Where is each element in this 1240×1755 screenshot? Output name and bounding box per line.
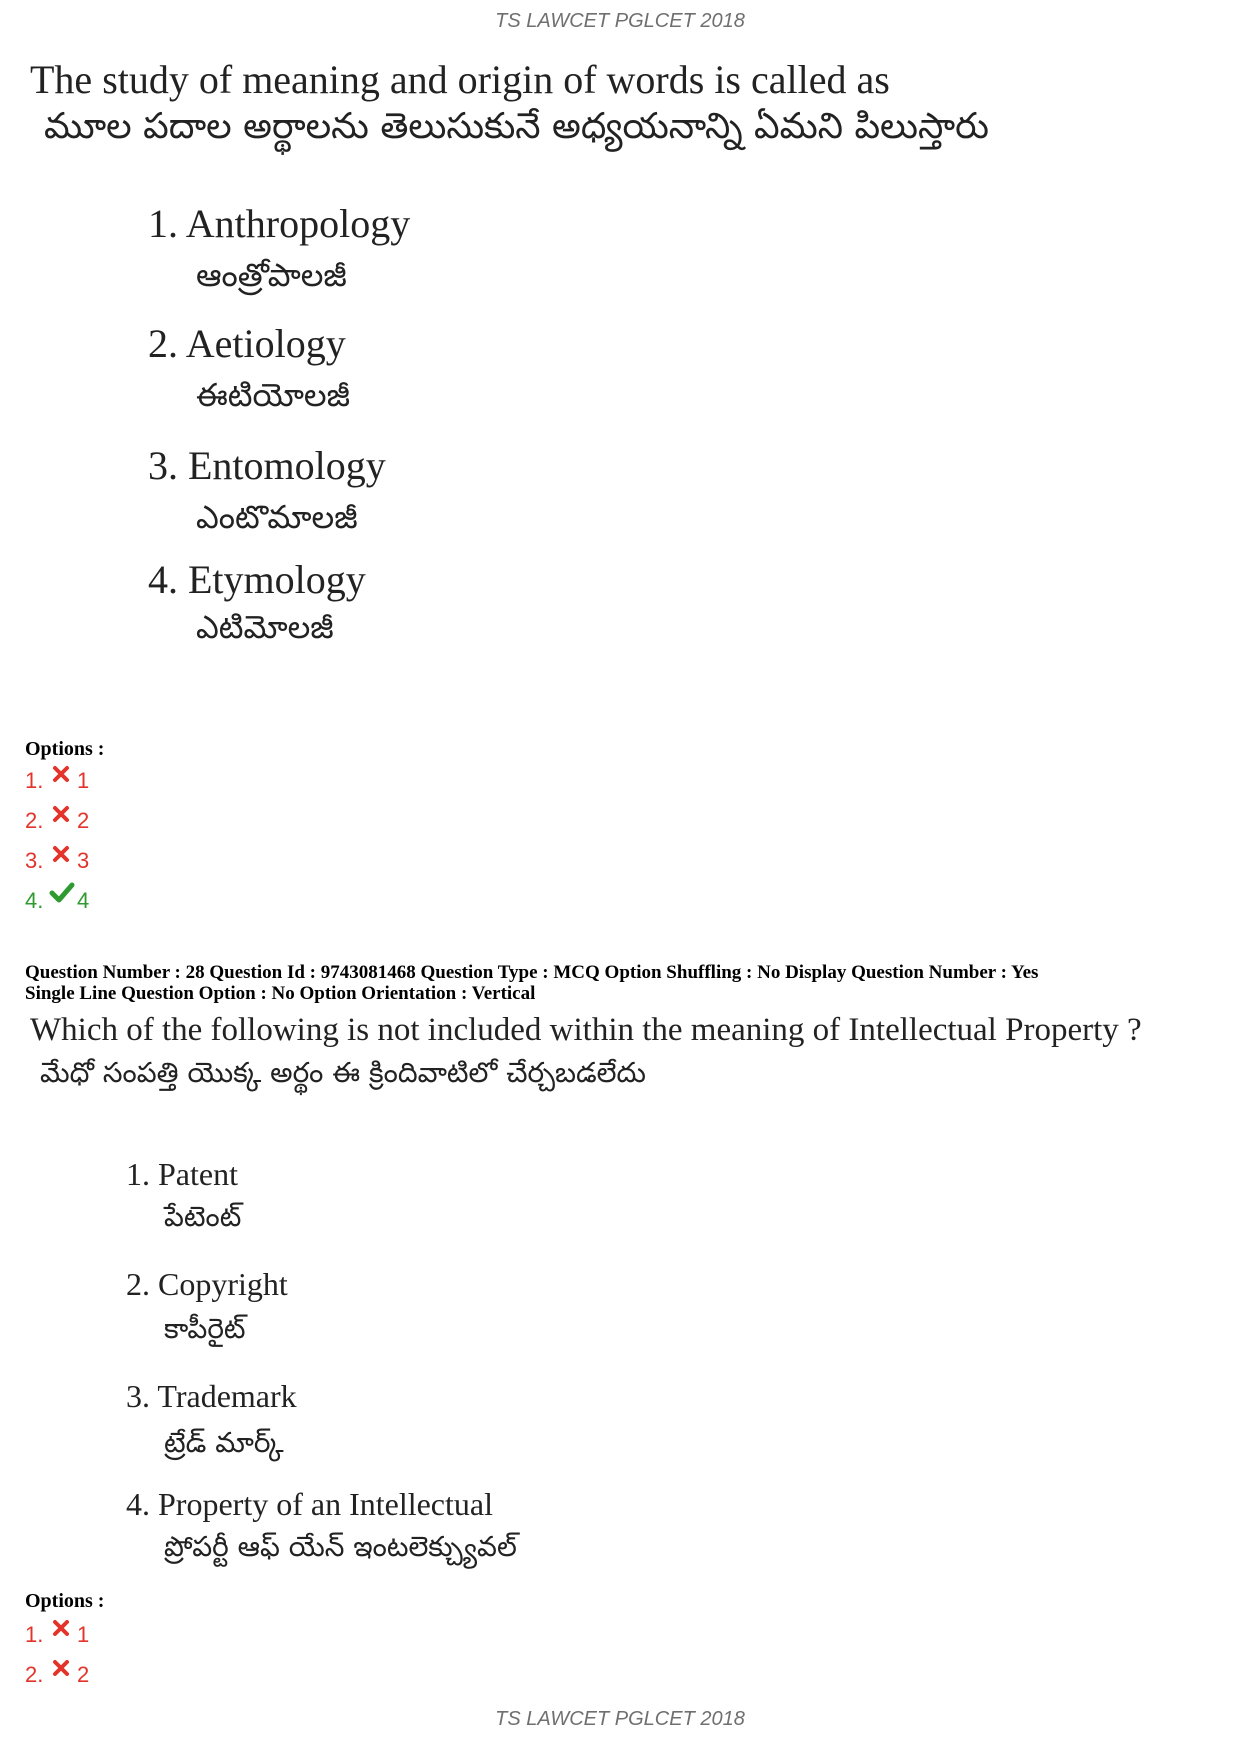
cross-icon [49, 1664, 77, 1686]
q1-choice-3-te: ఎంటొమాలజీ [196, 498, 358, 536]
q2-choice-3-en: 3. Trademark [126, 1378, 297, 1414]
q1-choice-1-te: ఆంత్రోపాలజీ [196, 256, 347, 294]
q1-choice-4-te: ఎటిమోలజీ [196, 608, 334, 646]
q1-answer-row [25, 768, 89, 794]
q2-choice-4-te: ప్రోపర్టీ ఆఫ్ యేన్ ఇంటలెక్చ్యువల్ [164, 1530, 517, 1563]
cross-icon [49, 810, 77, 832]
page-footer: TS LAWCET PGLCET 2018 [495, 1708, 745, 1730]
q2-choice-2-te: కాపీరైట్ [164, 1312, 246, 1345]
q2-meta-line-2: Single Line Question Option : No Option Orientation : Vertical [25, 983, 536, 1004]
answer-value: 1 [77, 1622, 90, 1647]
answer-value: 1 [77, 768, 90, 793]
answer-value: 2 [77, 1662, 90, 1687]
page-header: TS LAWCET PGLCET 2018 [495, 10, 745, 32]
answer-number: 2. [25, 808, 44, 833]
q1-choice-3-en: 3. Entomology [148, 443, 386, 488]
q2-meta-line-1: Question Number : 28 Question Id : 9743081468 Question Type : MCQ Option Shuffling : No Display Question Number : Yes [25, 962, 1039, 983]
q2-choice-3-te: ట్రేడ్ మార్క్ [164, 1426, 284, 1459]
answer-number: 1. [25, 1622, 44, 1647]
answer-number: 1. [25, 768, 44, 793]
cross-icon [49, 770, 77, 792]
q2-choice-1-en: 1. Patent [126, 1156, 238, 1192]
check-icon [49, 890, 77, 912]
q2-options-label: Options : [25, 1590, 105, 1612]
q1-answer-row [25, 848, 89, 874]
q2-answer-row [25, 1622, 89, 1648]
q1-choice-4-en: 4. Etymology [148, 557, 366, 602]
q2-choice-2-en: 2. Copyright [126, 1266, 288, 1302]
question-1-text-te: మూల పదాల అర్థాలను తెలుసుకునే అధ్యయనాన్ని ఏమని పిలుస్తారు [44, 106, 989, 147]
cross-icon [49, 850, 77, 872]
q1-choice-2-te: ఈటియోలజీ [196, 376, 351, 414]
q1-options-label: Options : [25, 738, 105, 760]
q2-choice-1-te: పేటెంట్ [164, 1200, 242, 1233]
q2-choice-4-en: 4. Property of an Intellectual [126, 1486, 493, 1522]
answer-value: 4 [77, 888, 90, 913]
answer-value: 3 [77, 848, 90, 873]
question-1-text-en: The study of meaning and origin of words is called as [30, 57, 890, 102]
cross-icon [49, 1624, 77, 1646]
q1-answer-row-correct [25, 888, 89, 914]
answer-number: 3. [25, 848, 44, 873]
q2-answer-row [25, 1662, 89, 1688]
q1-choice-1-en: 1. Anthropology [148, 201, 411, 246]
q1-choice-2-en: 2. Aetiology [148, 321, 346, 366]
question-2-text-te: మేధో సంపత్తి యొక్క అర్థం ఈ క్రిందివాటిలో చేర్చబడలేదు [40, 1056, 646, 1089]
answer-number: 2. [25, 1662, 44, 1687]
answer-value: 2 [77, 808, 90, 833]
q1-answer-row [25, 808, 89, 834]
question-2-text-en: Which of the following is not included within the meaning of Intellectual Property ? [30, 1012, 1142, 1048]
answer-number: 4. [25, 888, 44, 913]
